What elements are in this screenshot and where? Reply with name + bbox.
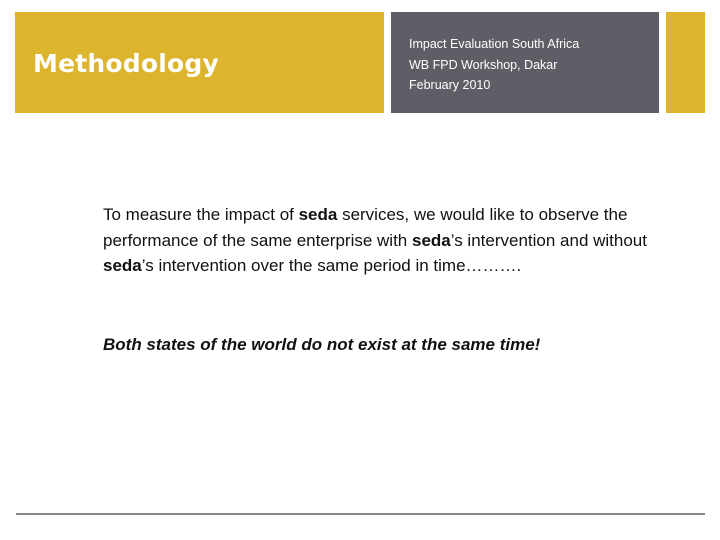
bottom-divider [16, 513, 705, 515]
emphasis-statement: Both states of the world do not exist at the same time! [103, 335, 541, 354]
info-line-event: Impact Evaluation South Africa [409, 37, 580, 51]
text-segment: ’s intervention over the same period in time………. [141, 256, 522, 275]
text-segment: ’s intervention and without [450, 230, 647, 250]
info-line-date: February 2010 [409, 78, 491, 92]
body-paragraph [103, 202, 663, 279]
seda-term: seda [103, 256, 142, 275]
title-block [15, 12, 384, 113]
info-line-workshop: WB FPD Workshop, Dakar [409, 57, 558, 72]
seda-term: seda [411, 230, 451, 250]
seda-term: seda [298, 205, 338, 224]
accent-square [666, 12, 705, 113]
presentation-info-block [391, 12, 659, 113]
text-segment: services, we would like to observe the performance of the same enterprise with [103, 205, 628, 250]
text-segment: To measure the impact of [103, 205, 299, 224]
paragraph-text [103, 202, 663, 279]
slide-title: Methodology [33, 49, 219, 78]
